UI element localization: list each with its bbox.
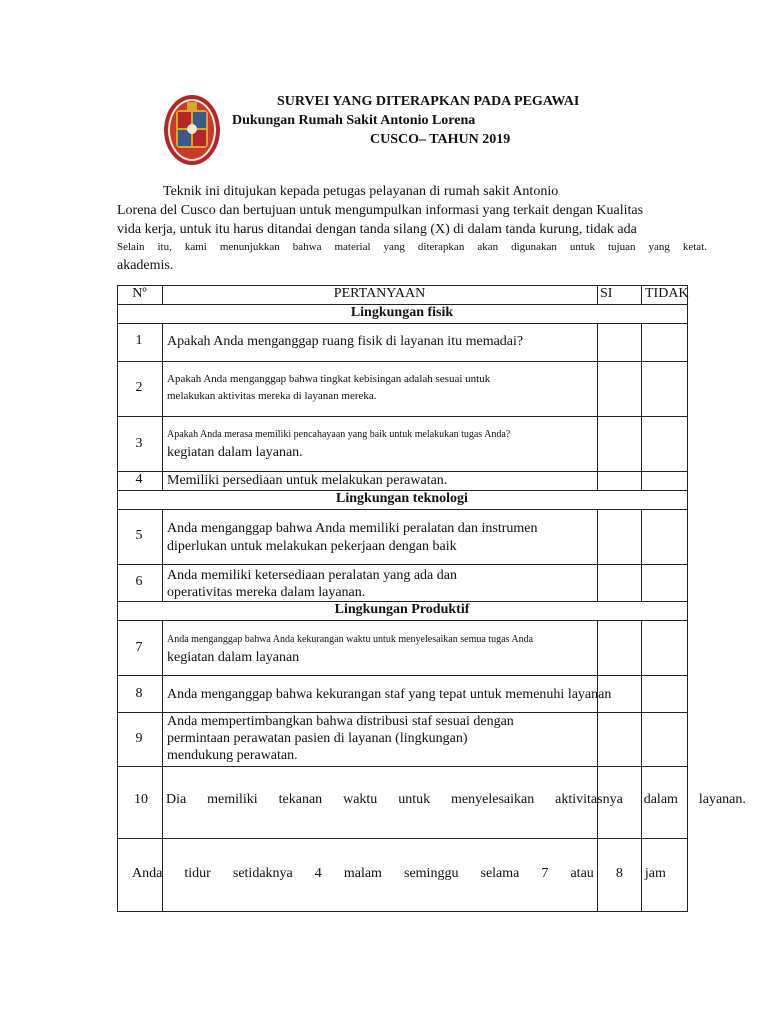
question-word: menyelesaikan — [451, 792, 535, 807]
question-text: permintaan perawatan pasien di layanan (lingkungan) — [167, 731, 468, 746]
question-text: Anda menganggap bahwa Anda memiliki peralatan dan instrumen — [167, 521, 538, 536]
question-text: Anda menganggap bahwa Anda kekurangan waktu untuk menyelesaikan semua tugas Anda — [167, 634, 534, 645]
question-word: setidaknya — [232, 866, 293, 881]
question-text: Apakah Anda menganggap ruang fisik di layanan itu memadai? — [167, 334, 524, 349]
question-word: seminggu — [404, 866, 459, 881]
question-word: dalam — [643, 792, 678, 807]
question-text: Apakah Anda merasa memiliki pencahayaan yang baik untuk melakukan tugas Anda? — [167, 429, 511, 440]
intro-line-4: Selain itu, kami menunjukkan bahwa material yang diterapkan akan digunakan untuk tujuan yang ketat. — [117, 241, 707, 253]
question-word: 4 — [314, 866, 322, 881]
intro-line-1: Teknik ini ditujukan kepada petugas pelayanan di rumah sakit Antonio — [163, 184, 559, 199]
question-word: tidur — [184, 866, 211, 881]
row-number: 7 — [135, 640, 143, 655]
intro-line-3: vida kerja, untuk itu harus ditandai dengan tanda silang (X) di dalam tanda kurung, tidak ada — [117, 222, 637, 237]
row-number: 1 — [135, 333, 143, 348]
survey-place-year: CUSCO– TAHUN 2019 — [370, 132, 511, 147]
question-word: Anda — [132, 866, 163, 881]
section-heading-technology: Lingkungan teknologi — [336, 491, 468, 506]
question-word: selama — [480, 866, 520, 881]
column-header-number: Nº — [132, 286, 147, 301]
question-text: kegiatan dalam layanan — [167, 650, 300, 665]
question-text: melakukan aktivitas mereka di layanan mereka. — [167, 390, 377, 402]
column-header-no: TIDAK — [645, 286, 689, 301]
question-text: operativitas mereka dalam layanan. — [167, 585, 366, 600]
column-header-question: PERTANYAAN — [333, 286, 426, 301]
question-word: jam — [644, 866, 666, 881]
row-number: 8 — [135, 686, 143, 701]
question-word: tekanan — [278, 792, 323, 807]
question-word: memiliki — [207, 792, 258, 807]
row-number: 4 — [135, 472, 143, 487]
row-number: 2 — [135, 380, 143, 395]
question-text: Anda menganggap bahwa kekurangan staf yang tepat untuk memenuhi layanan — [167, 687, 612, 702]
question-text: Memiliki persediaan untuk melakukan perawatan. — [167, 473, 448, 488]
question-word: layanan. — [698, 792, 746, 807]
question-text: kegiatan dalam layanan. — [167, 445, 303, 460]
question-word: waktu — [343, 792, 378, 807]
intro-line-2: Lorena del Cusco dan bertujuan untuk mengumpulkan informasi yang terkait dengan Kualitas — [117, 203, 644, 218]
question-word: atau — [570, 866, 594, 881]
row-number: 10 — [134, 792, 148, 807]
question-word: malam — [343, 866, 382, 881]
row-number: 5 — [135, 528, 143, 543]
row-number: 9 — [135, 731, 143, 746]
survey-title: SURVEI YANG DITERAPKAN PADA PEGAWAI — [277, 94, 580, 109]
question-word: Dia — [166, 792, 187, 807]
question-text: Anda memiliki ketersediaan peralatan yang ada dan — [167, 568, 457, 583]
column-header-yes: SI — [600, 286, 613, 301]
row-number: 3 — [135, 436, 143, 451]
question-word: 8 — [615, 866, 623, 881]
question-word: untuk — [398, 792, 431, 807]
question-text-justified — [166, 792, 746, 808]
row-number: 6 — [135, 574, 143, 589]
section-heading-physical: Lingkungan fisik — [350, 305, 454, 320]
question-text: Anda mempertimbangkan bahwa distribusi staf sesuai dengan — [167, 714, 514, 729]
survey-subtitle: Dukungan Rumah Sakit Antonio Lorena — [232, 113, 476, 128]
question-word: 7 — [541, 866, 549, 881]
question-word: aktivitasnya — [555, 792, 623, 807]
section-heading-productive: Lingkungan Produktif — [334, 602, 470, 617]
institution-seal-logo — [163, 94, 221, 166]
question-text: mendukung perawatan. — [167, 748, 298, 763]
question-text-justified — [132, 866, 666, 882]
question-text: Apakah Anda menganggap bahwa tingkat kebisingan adalah sesuai untuk — [167, 373, 491, 385]
question-text: diperlukan untuk melakukan pekerjaan dengan baik — [167, 539, 457, 554]
intro-line-5: akademis. — [117, 258, 174, 273]
